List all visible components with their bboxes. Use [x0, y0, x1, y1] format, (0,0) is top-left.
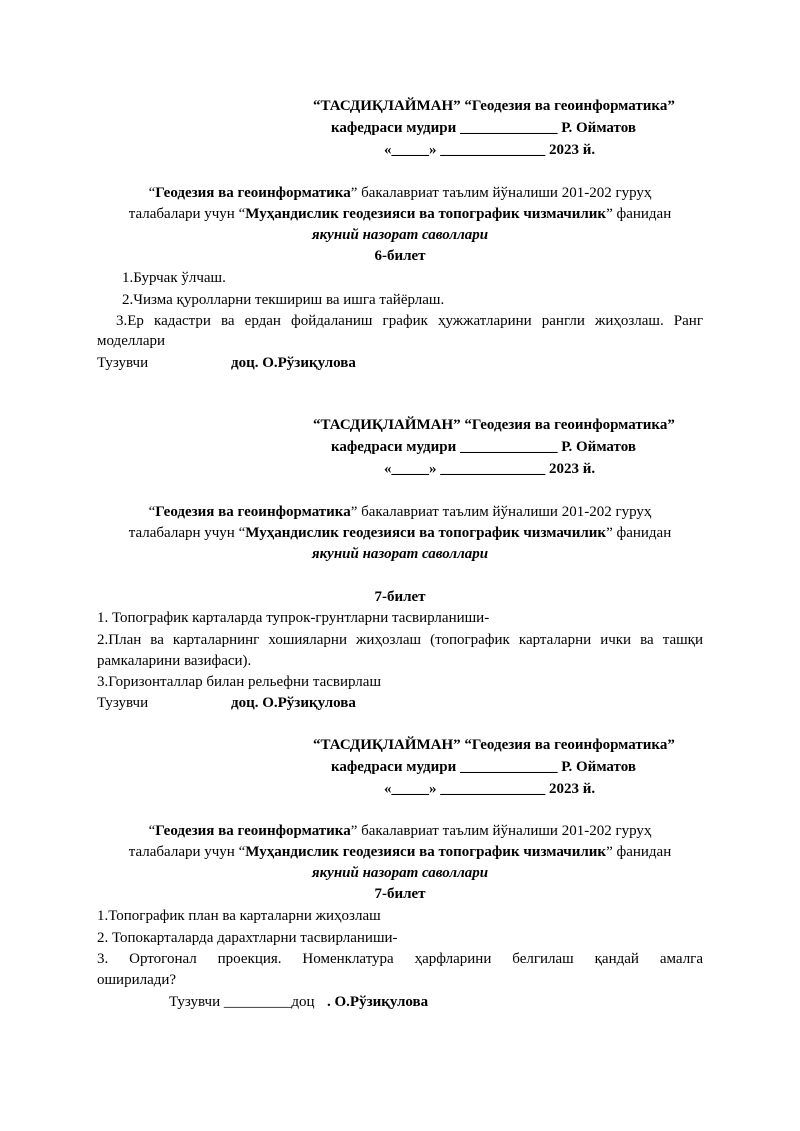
approval-head-of-department: кафедраси мудири _____________ Р. Ойматов [331, 120, 636, 136]
approval-date: «_____» ______________ 2023 й. [384, 461, 596, 477]
ticket-number: 6-билет [374, 248, 426, 264]
ticket-number: 7-билет [374, 589, 426, 605]
final-control-title: якуний назорат саволлари [311, 227, 489, 243]
intro-line-1: “Геодезия ва геоинформатика” бакалавриат таълим йўналиши 201-202 гуруҳ [148, 504, 652, 520]
question-2: 2.Чизма қуролларни текшириш ва ишга тайёрлаш. [122, 292, 445, 308]
final-control-title: якуний назорат саволлари [311, 865, 489, 881]
subject-name: Муҳандислик геодезияси ва топографик чизмачилик [245, 206, 607, 222]
composer-label: Тузувчи [97, 695, 149, 711]
question-3: 3.Ер кадастри ва ердан фойдаланиш график ҳужжатларини рангли жиҳозлаш. Ранг [116, 313, 703, 329]
question-3-continued: оширилади? [97, 972, 177, 988]
question-1: 1. Топографик карталарда тупрок-грунтларни тасвирланиши- [97, 610, 490, 626]
intro-line-2: талабалари учун “Муҳандислик геодезияси ва топографик чизмачилик” фанидан [128, 844, 672, 860]
approval-head-of-department: кафедраси мудири _____________ Р. Ойматов [331, 439, 636, 455]
composer-name: доц. О.Рўзиқулова [231, 355, 356, 371]
ticket-number: 7-билет [374, 886, 426, 902]
question-3-continued: моделлари [97, 333, 166, 349]
approval-heading: “ТАСДИҚЛАЙМАН” “Геодезия ва геоинформатика” [313, 98, 675, 114]
composer-name: . О.Рўзиқулова [327, 994, 429, 1010]
final-control-title: якуний назорат саволлари [311, 546, 489, 562]
approval-date: «_____» ______________ 2023 й. [384, 781, 596, 797]
question-3: 3. Ортогонал проекция. Номенклатура ҳарфларини белгилаш қандай амалга [97, 951, 703, 967]
question-2: 2. Топокарталарда дарахтларни тасвирланиши- [97, 930, 398, 946]
question-1: 1.Топографик план ва карталарни жиҳозлаш [97, 908, 381, 924]
approval-date: «_____» ______________ 2023 й. [384, 142, 596, 158]
intro-line-1: “Геодезия ва геоинформатика” бакалавриат таълим йўналиши 201-202 гуруҳ [148, 823, 652, 839]
intro-line-2: талабалари учун “Муҳандислик геодезияси ва топографик чизмачилик” фанидан [128, 206, 672, 222]
approval-heading: “ТАСДИҚЛАЙМАН” “Геодезия ва геоинформатика” [313, 737, 675, 753]
question-2: 2.План ва карталарнинг хошияларни жиҳозлаш (топографик карталарни ички ва ташқи [97, 632, 703, 648]
composer-label: Тузувчи [97, 355, 149, 371]
composer-name: доц. О.Рўзиқулова [231, 695, 356, 711]
approval-head-of-department: кафедраси мудири _____________ Р. Ойматов [331, 759, 636, 775]
question-2-continued: рамкаларини вазифаси). [97, 653, 252, 669]
question-3: 3.Горизонталлар билан рельефни тасвирлаш [97, 674, 381, 690]
subject-name: Муҳандислик геодезияси ва топографик чизмачилик [245, 525, 607, 541]
department-name: Геодезия ва геоинформатика [155, 504, 351, 520]
question-1: 1.Бурчак ўлчаш. [122, 270, 226, 286]
approval-heading: “ТАСДИҚЛАЙМАН” “Геодезия ва геоинформатика” [313, 417, 675, 433]
intro-line-2: талабаларн учун “Муҳандислик геодезияси ва топографик чизмачилик” фанидан [128, 525, 672, 541]
composer-label: Тузувчи _________доц [169, 994, 315, 1010]
department-name: Геодезия ва геоинформатика [155, 823, 351, 839]
intro-line-1: “Геодезия ва геоинформатика” бакалавриат таълим йўналиши 201-202 гуруҳ [148, 185, 652, 201]
subject-name: Муҳандислик геодезияси ва топографик чизмачилик [245, 844, 607, 860]
department-name: Геодезия ва геоинформатика [155, 185, 351, 201]
